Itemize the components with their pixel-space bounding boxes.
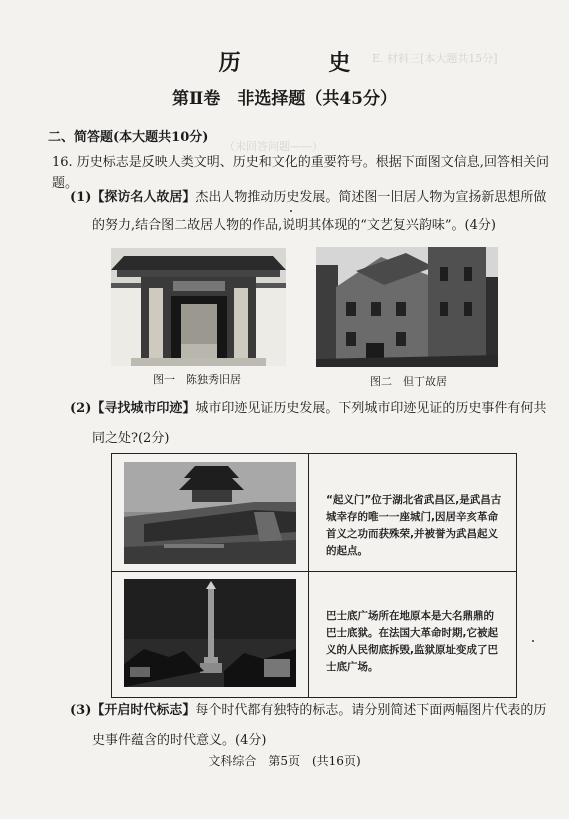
table-row-divider bbox=[112, 571, 516, 572]
subquestion-2 bbox=[70, 394, 550, 454]
subquestion-1 bbox=[70, 184, 550, 240]
subquestion-1-line2: 的努力,结合图二故居人物的作品,说明其体现的“文艺复兴韵味”。(4分) bbox=[92, 218, 496, 233]
part-title: 第Ⅱ卷 非选择题（共45分） bbox=[172, 89, 397, 109]
bleed-through-text: （未回答问题——） bbox=[224, 140, 323, 153]
bleed-through-text: E. 材料三[本大题共15分] bbox=[372, 52, 498, 65]
subquestion-1-tag: (1)【探访名人故居】 bbox=[70, 190, 196, 205]
house-illustration bbox=[316, 247, 498, 367]
figure2-caption: 图二 但丁故居 bbox=[370, 375, 447, 388]
city-imprint-table bbox=[111, 453, 517, 698]
gate-tower-illustration bbox=[124, 462, 296, 564]
section-heading: 二、简答题(本大题共10分) bbox=[48, 130, 209, 145]
figure2-photo bbox=[316, 247, 498, 367]
qiyi-gate-photo bbox=[124, 462, 296, 564]
gate-illustration bbox=[111, 248, 286, 366]
scan-speck bbox=[290, 210, 292, 212]
subquestion-3-tag: (3)【开启时代标志】 bbox=[70, 703, 196, 718]
table-text-qiyi: “起义门”位于湖北省武昌区,是武昌古城幸存的唯一一座城门,因居辛亥革命首义之功而获殊荣,并被誉为武昌起义的起点。 bbox=[326, 494, 502, 557]
figure1-caption: 图一 陈独秀旧居 bbox=[153, 373, 241, 386]
page-footer: 文科综合 第5页 (共16页) bbox=[208, 754, 361, 768]
figure1-photo bbox=[111, 248, 286, 366]
scan-speck bbox=[532, 640, 534, 642]
column-monument-illustration bbox=[124, 579, 296, 687]
subquestion-3-line2: 史事件蕴含的时代意义。(4分) bbox=[92, 733, 267, 748]
subquestion-2-tag: (2)【寻找城市印迹】 bbox=[70, 401, 196, 416]
subquestion-3-line1: 每个时代都有独特的标志。请分别简述下面两幅图片代表的历 bbox=[195, 703, 547, 718]
question-16-stem: 16. 历史标志是反映人类文明、历史和文化的重要符号。根据下面图文信息,回答相关问题。 bbox=[52, 155, 549, 191]
subquestion-2-line1: 城市印迹见证历史发展。下列城市印迹见证的历史事件有何共 bbox=[195, 401, 547, 416]
subject-title: 历 史 bbox=[218, 50, 391, 76]
table-text-bastille: 巴士底广场所在地原本是大名鼎鼎的巴士底狱。在法国大革命时期,它被起义的人民彻底拆毁,监狱原址变成了巴士底广场。 bbox=[326, 610, 498, 673]
subquestion-3 bbox=[70, 696, 550, 756]
bastille-photo bbox=[124, 579, 296, 687]
subquestion-2-line2: 同之处?(2分) bbox=[92, 431, 170, 446]
table-column-divider bbox=[308, 454, 309, 697]
subquestion-1-line1: 杰出人物推动历史发展。简述图一旧居人物为宣扬新思想所做 bbox=[195, 190, 547, 205]
